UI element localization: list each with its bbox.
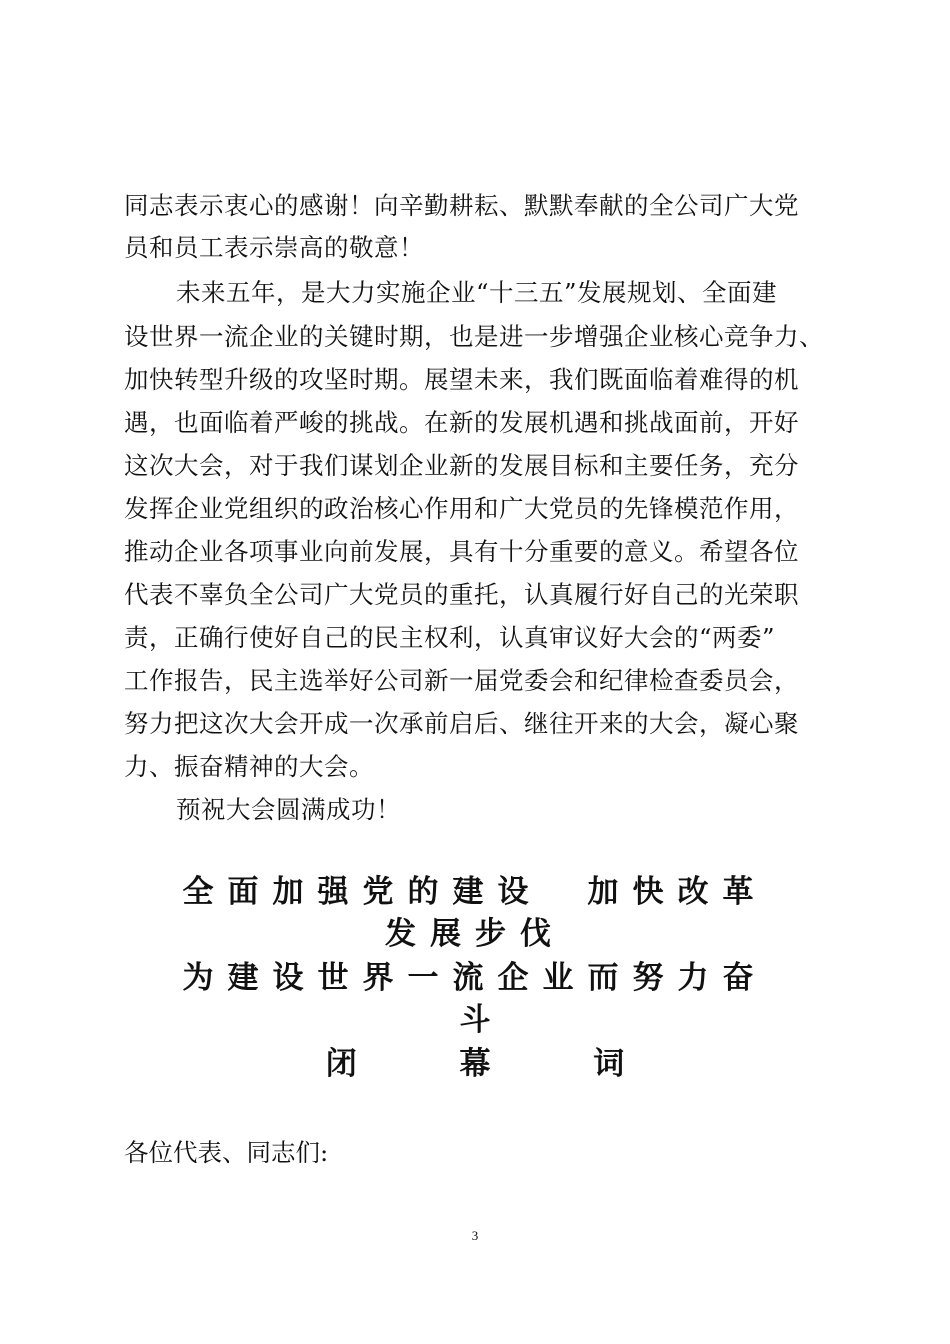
body-line: 这次大会，对于我们谋划企业新的发展目标和主要任务，充分 <box>124 451 799 480</box>
body-line: 推动企业各项事业向前发展，具有十分重要的意义。希望各位 <box>124 537 799 566</box>
closing-heading-char: 词 <box>593 1046 625 1082</box>
body-line: 遇，也面临着严峻的挑战。在新的发展机遇和挑战面前，开好 <box>124 408 799 437</box>
speech-title-line-4: 斗 <box>459 1002 491 1038</box>
body-line: 努力把这次大会开成一次承前启后、继往开来的大会，凝心聚 <box>124 709 799 738</box>
speech-title-line-2: 发展步伐 <box>385 916 565 952</box>
body-line: 员和员工表示崇高的敬意！ <box>124 233 424 262</box>
body-line: 预祝大会圆满成功！ <box>176 795 401 824</box>
closing-heading-char: 闭 <box>325 1046 357 1082</box>
body-line: 代表不辜负全公司广大党员的重托，认真履行好自己的光荣职 <box>124 580 799 609</box>
body-line: 责，正确行使好自己的民主权利，认真审议好大会的“两委” <box>124 623 776 652</box>
body-line: 加快转型升级的攻坚时期。展望未来，我们既面临着难得的机 <box>124 365 799 394</box>
body-line: 力、振奋精神的大会。 <box>124 752 374 781</box>
body-line: 未来五年，是大力实施企业“十三五”发展规划、全面建 <box>176 278 778 307</box>
body-line: 发挥企业党组织的政治核心作用和广大党员的先锋模范作用， <box>124 494 799 523</box>
closing-heading-char: 幕 <box>459 1046 491 1082</box>
body-line: 工作报告，民主选举好公司新一届党委会和纪律检查委员会， <box>124 666 799 695</box>
closing-speech-heading <box>120 1042 830 1086</box>
speech-title-line-1: 全面加强党的建设 加快改革 <box>182 874 768 910</box>
body-line: 设世界一流企业的关键时期，也是进一步增强企业核心竞争力、 <box>124 322 824 351</box>
salutation: 各位代表、同志们: <box>124 1138 329 1167</box>
body-line: 同志表示衷心的感谢！向辛勤耕耘、默默奉献的全公司广大党 <box>124 191 799 220</box>
page-number: 3 <box>471 1228 479 1243</box>
speech-title-line-3: 为建设世界一流企业而努力奋 <box>182 960 768 996</box>
